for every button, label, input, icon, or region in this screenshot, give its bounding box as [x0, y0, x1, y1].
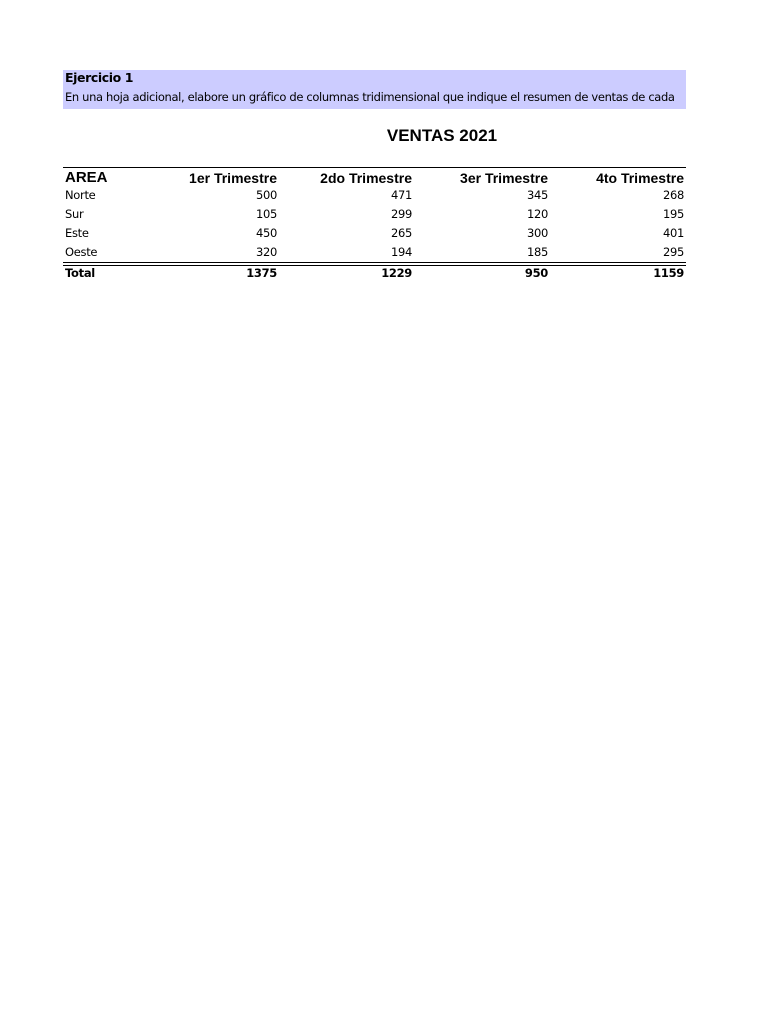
total-cell: 950: [524, 266, 548, 280]
table-cell: 299: [390, 207, 412, 221]
exercise-box: [63, 70, 686, 109]
table-title: VENTAS 2021: [386, 126, 498, 145]
table-cell: 500: [255, 188, 277, 202]
table-row: [63, 244, 686, 263]
table-cell: 195: [662, 207, 684, 221]
table-cell: 185: [526, 245, 548, 259]
row-area-label: Este: [65, 226, 89, 240]
row-area-label: Oeste: [65, 245, 98, 259]
table-header-row: [63, 168, 686, 188]
table-cell: 450: [255, 226, 277, 240]
exercise-title: Ejercicio 1: [65, 70, 134, 85]
table-cell: 120: [526, 207, 548, 221]
header-q3: 3er Trimestre: [460, 170, 548, 186]
total-cell: 1159: [653, 266, 684, 280]
table-row: [63, 206, 686, 225]
table-row: [63, 187, 686, 206]
table-cell: 194: [390, 245, 412, 259]
table-cell: 268: [662, 188, 684, 202]
table-cell: 265: [390, 226, 412, 240]
total-cell: 1229: [381, 266, 412, 280]
table-cell: 345: [526, 188, 548, 202]
row-area-label: Sur: [65, 207, 84, 221]
header-q2: 2do Trimestre: [320, 170, 412, 186]
total-cell: 1375: [246, 266, 277, 280]
table-cell: 401: [662, 226, 684, 240]
total-label: Total: [65, 266, 95, 280]
exercise-instruction: En una hoja adicional, elabore un gráfico de columnas tridimensional que indique el resumen de ventas de cada: [65, 90, 675, 104]
header-q1: 1er Trimestre: [189, 170, 277, 186]
table-cell: 320: [255, 245, 277, 259]
table-cell: 471: [390, 188, 412, 202]
header-q4: 4to Trimestre: [596, 170, 684, 186]
table-cell: 300: [526, 226, 548, 240]
header-area: AREA: [65, 169, 108, 186]
table-cell: 295: [662, 245, 684, 259]
table-cell: 105: [255, 207, 277, 221]
table-row: [63, 225, 686, 244]
row-area-label: Norte: [65, 188, 96, 202]
table-total-row: [63, 265, 686, 283]
